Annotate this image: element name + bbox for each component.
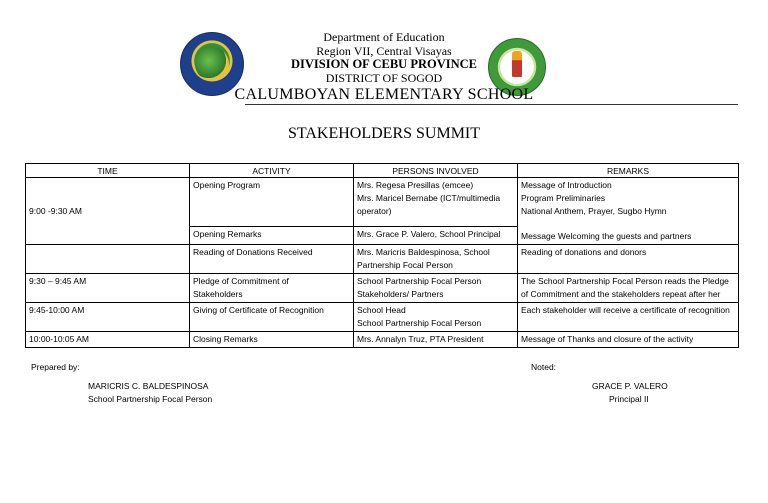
program-table bbox=[25, 163, 739, 348]
activity-cell: Opening Remarks bbox=[190, 226, 354, 244]
time-cell: 9:00 -9:30 AM bbox=[26, 178, 190, 245]
noted-by-name: GRACE P. VALERO bbox=[592, 381, 668, 391]
remarks-cell: Message of Introduction Program Preliminaries National Anthem, Prayer, Sugbo Hymn Message Welcoming the guests and partners bbox=[518, 178, 739, 245]
time-cell: 9:30 – 9:45 AM bbox=[26, 274, 190, 303]
remarks-cell: Reading of donations and donors bbox=[518, 245, 739, 274]
noted-by-title: Principal II bbox=[609, 394, 649, 404]
noted-label: Noted: bbox=[531, 362, 557, 372]
header-department: Department of Education bbox=[323, 30, 445, 44]
column-header-persons: PERSONS INVOLVED bbox=[354, 164, 518, 178]
document-title: STAKEHOLDERS SUMMIT bbox=[287, 125, 481, 142]
persons-cell: School Head School Partnership Focal Person bbox=[354, 303, 518, 332]
table-row bbox=[26, 178, 739, 227]
time-cell: 9:45-10:00 AM bbox=[26, 303, 190, 332]
persons-cell: School Partnership Focal Person Stakeholders/ Partners bbox=[354, 274, 518, 303]
table-header-row bbox=[26, 164, 739, 178]
column-header-time: TIME bbox=[26, 164, 190, 178]
activity-cell: Opening Program bbox=[190, 178, 354, 227]
activity-cell: Giving of Certificate of Recognition bbox=[190, 303, 354, 332]
school-name: CALUMBOYAN ELEMENTARY SCHOOL bbox=[234, 86, 534, 103]
remarks-cell: The School Partnership Focal Person reads the Pledge of Commitment and the stakeholders repeat after her bbox=[518, 274, 739, 303]
prepared-by-label: Prepared by: bbox=[31, 362, 80, 372]
table-row bbox=[26, 332, 739, 348]
prepared-by-name: MARICRIS C. BALDESPINOSA bbox=[88, 381, 209, 391]
remarks-cell: Each stakeholder will receive a certificate of recognition bbox=[518, 303, 739, 332]
header-division: DIVISION OF CEBU PROVINCE bbox=[290, 57, 478, 71]
table-row bbox=[26, 245, 739, 274]
header-region: Region VII, Central Visayas bbox=[316, 44, 452, 58]
column-header-remarks: REMARKS bbox=[518, 164, 739, 178]
table-row bbox=[26, 303, 739, 332]
activity-cell: Pledge of Commitment of Stakeholders bbox=[190, 274, 354, 303]
prepared-by-title: School Partnership Focal Person bbox=[88, 394, 213, 404]
remarks-cell: Message of Thanks and closure of the activity bbox=[518, 332, 739, 348]
table-row bbox=[26, 274, 739, 303]
persons-cell: Mrs. Regesa Presillas (emcee) Mrs. Maricel Bernabe (ICT/multimedia operator) bbox=[354, 178, 518, 227]
time-cell: 10:00-10:05 AM bbox=[26, 332, 190, 348]
persons-cell: Mrs. Maricris Baldespinosa, School Partnership Focal Person bbox=[354, 245, 518, 274]
time-cell bbox=[26, 245, 190, 274]
persons-cell: Mrs. Grace P. Valero, School Principal bbox=[354, 226, 518, 244]
persons-cell: Mrs. Annalyn Truz, PTA President bbox=[354, 332, 518, 348]
header-district: DISTRICT OF SOGOD bbox=[325, 71, 443, 85]
activity-cell: Closing Remarks bbox=[190, 332, 354, 348]
activity-cell: Reading of Donations Received bbox=[190, 245, 354, 274]
header-divider bbox=[245, 104, 738, 105]
column-header-activity: ACTIVITY bbox=[190, 164, 354, 178]
